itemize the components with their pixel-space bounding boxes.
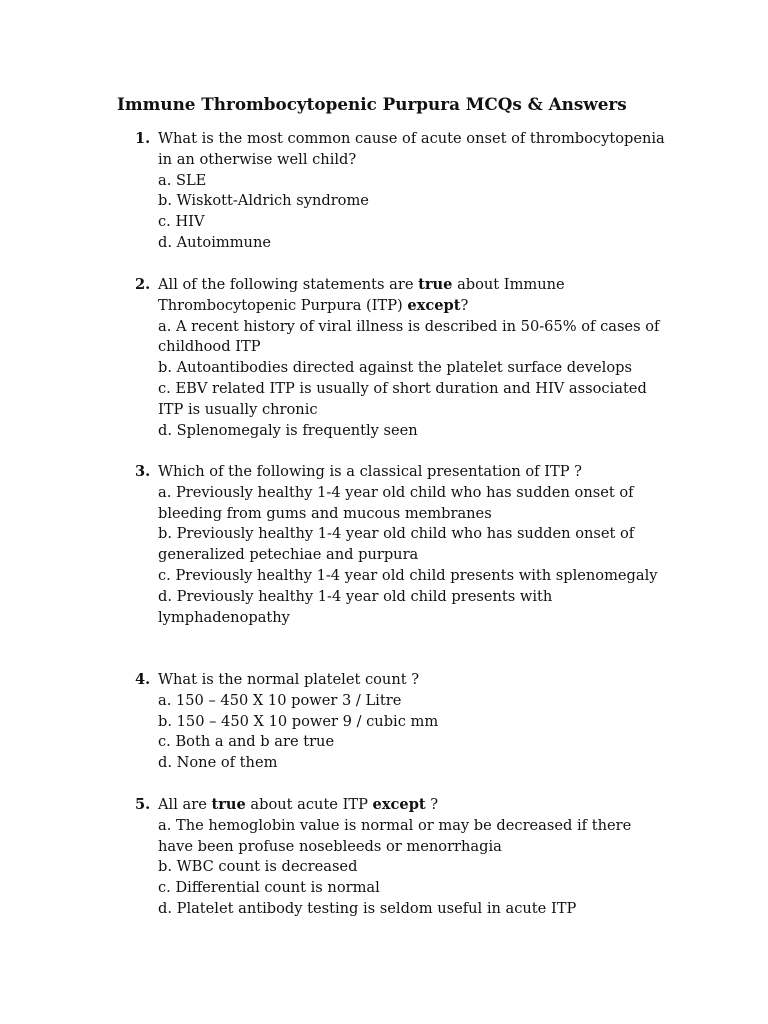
stem-segment: All are bbox=[158, 796, 212, 813]
question-number: 3. bbox=[135, 463, 151, 480]
answer-option: a. Previously healthy 1-4 year old child who has sudden onset of bleeding from gums and mucous membranes bbox=[158, 483, 634, 522]
stem-segment: Which of the following is a classical presentation of ITP ? bbox=[158, 463, 583, 480]
question-stem bbox=[158, 462, 670, 483]
answer-option: d. None of them bbox=[158, 754, 278, 772]
question-stem bbox=[158, 670, 670, 691]
stem-segment: All of the following statements are bbox=[158, 276, 419, 293]
answer-option: a. 150 – 450 X 10 power 3 / Litre bbox=[158, 691, 402, 709]
answer-option: d. Previously healthy 1-4 year old child presents with lymphadenopathy bbox=[158, 587, 553, 626]
answer-option: d. Platelet antibody testing is seldom useful in acute ITP bbox=[158, 899, 577, 917]
stem-emphasis: true bbox=[418, 276, 453, 293]
stem-emphasis: except bbox=[407, 296, 461, 314]
answer-option: c. Previously healthy 1-4 year old child presents with splenomegaly bbox=[158, 566, 658, 584]
stem-segment: about acute ITP bbox=[245, 796, 373, 813]
question-1 bbox=[130, 129, 670, 254]
answer-option: c. HIV bbox=[158, 213, 205, 231]
question-4 bbox=[130, 670, 670, 774]
question-body bbox=[158, 795, 670, 920]
question-body bbox=[158, 129, 670, 254]
stem-emphasis: true bbox=[211, 796, 246, 813]
answer-option: a. The hemoglobin value is normal or may be decreased if there have been profuse nosebleeds or menorrhagia bbox=[158, 816, 632, 855]
answer-option: c. Differential count is normal bbox=[158, 879, 380, 897]
question-number: 2. bbox=[135, 276, 151, 293]
question-5 bbox=[130, 795, 670, 920]
question-number: 1. bbox=[135, 130, 151, 147]
answer-option: c. EBV related ITP is usually of short duration and HIV associated ITP is usually chronic bbox=[158, 379, 647, 418]
answer-option: b. Wiskott-Aldrich syndrome bbox=[158, 192, 369, 210]
answer-option: d. Autoimmune bbox=[158, 233, 271, 251]
document-title: Immune Thrombocytopenic Purpura MCQs & Answers bbox=[117, 94, 627, 114]
answer-option: b. 150 – 450 X 10 power 9 / cubic mm bbox=[158, 712, 439, 730]
answer-option: b. Previously healthy 1-4 year old child who has sudden onset of generalized petechiae and purpura bbox=[158, 525, 635, 564]
question-stem bbox=[158, 129, 670, 171]
answer-option: b. WBC count is decreased bbox=[158, 858, 358, 876]
stem-segment: What is the normal platelet count ? bbox=[158, 671, 420, 688]
stem-emphasis: except bbox=[372, 796, 426, 813]
question-2 bbox=[130, 275, 670, 441]
question-number: 4. bbox=[135, 671, 151, 688]
stem-segment: ? bbox=[460, 296, 469, 314]
question-stem bbox=[158, 795, 670, 816]
question-number: 5. bbox=[135, 796, 151, 813]
answer-option: c. Both a and b are true bbox=[158, 733, 335, 751]
answer-option: d. Splenomegaly is frequently seen bbox=[158, 421, 418, 439]
answer-option: a. A recent history of viral illness is described in 50-65% of cases of childhood ITP bbox=[158, 317, 660, 356]
stem-segment: What is the most common cause of acute onset of thrombocytopenia in an otherwise well child? bbox=[158, 130, 665, 168]
answer-option: a. SLE bbox=[158, 171, 207, 189]
question-body bbox=[158, 670, 670, 774]
stem-segment: ? bbox=[425, 796, 439, 813]
question-body bbox=[158, 275, 670, 441]
stem-segment: about Immune Thrombocytopenic Purpura (ITP) bbox=[158, 276, 565, 314]
answer-option: b. Autoantibodies directed against the platelet surface develops bbox=[158, 359, 632, 377]
question-body bbox=[158, 462, 670, 628]
question-stem bbox=[158, 275, 670, 317]
question-3 bbox=[130, 462, 670, 628]
